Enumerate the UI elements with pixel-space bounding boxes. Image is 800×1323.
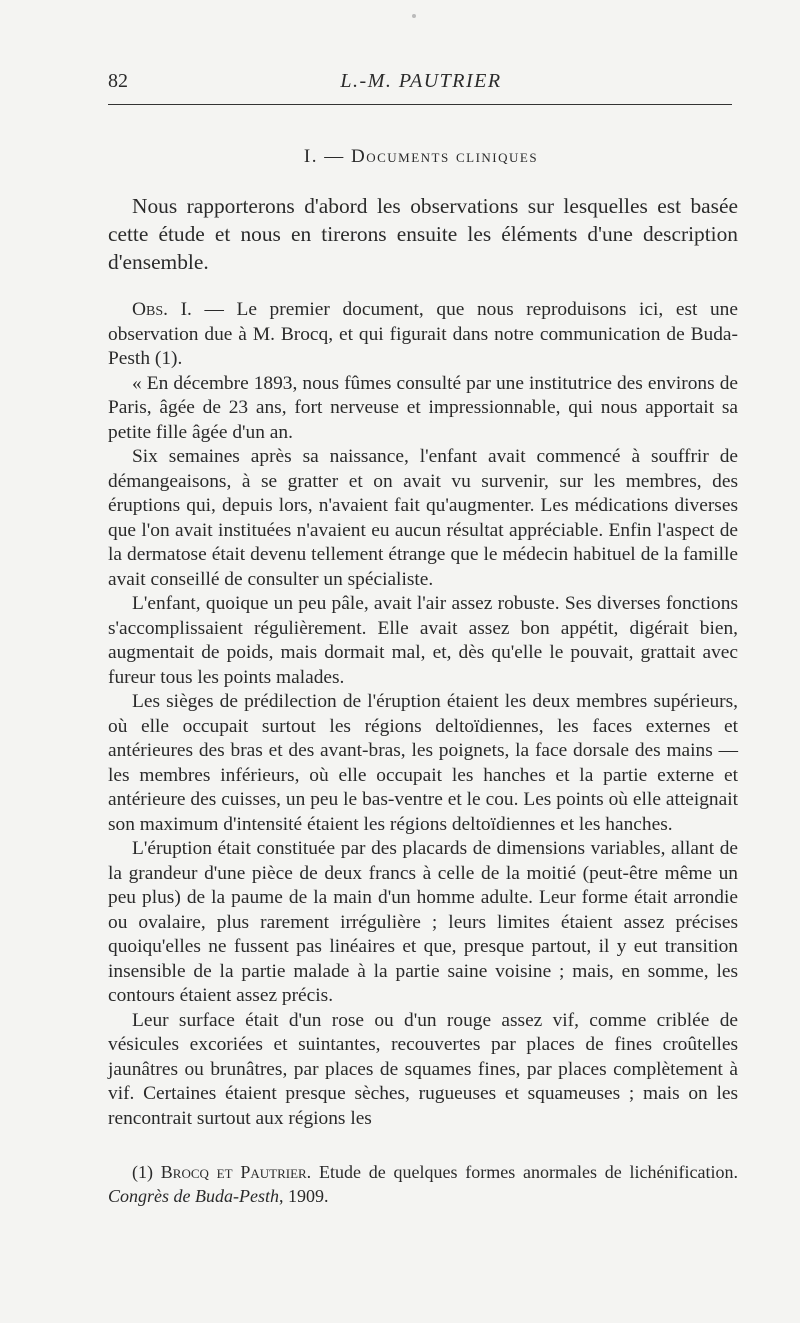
intro-paragraph <box>108 192 738 276</box>
footnote-authors: Brocq et Pautrier. <box>160 1162 312 1182</box>
observation-paragraph: L'enfant, quoique un peu pâle, avait l'air assez robuste. Ses diverses fonctions s'accomplissaient régulièrement. Elle avait assez bon appétit, digérait bien, augmentait de poids, mais dormait mal, et, dès qu'elle le pouvait, grattait avec fureur tous les points malades. <box>108 593 738 688</box>
observation-label: Obs. I. <box>132 299 192 320</box>
footnote-year: , 1909. <box>278 1186 329 1206</box>
intro-text: Nous rapporterons d'abord les observations sur lesquelles est basée cette étude et nous en tirerons ensuite les éléments d'une description d'ensemble. <box>108 194 738 274</box>
observation-block <box>108 298 738 1131</box>
page-speck <box>412 14 416 18</box>
section-heading: I. — Documents cliniques <box>303 146 539 167</box>
observation-lead-text: — Le premier document, que nous reproduisons ici, est une observation due à M. Brocq, et qui figurait dans notre communication de Buda-Pesth (1). <box>108 299 738 369</box>
running-title: L.-M. PAUTRIER <box>340 70 502 92</box>
footnote-text: Etude de quelques formes anormales de lichénification. <box>311 1162 738 1182</box>
observation-paragraph: Leur surface était d'un rose ou d'un rouge assez vif, comme criblée de vésicules excoriées et suintantes, recouvertes par places de fines croûtelles jaunâtres ou brunâtres, par places de squames fines, par places complètement à vif. Certaines étaient presque sèches, rugueuses et squameuses ; mais on les rencontrait surtout aux régions les <box>108 1009 738 1129</box>
footnote-marker: (1) <box>132 1162 153 1182</box>
observation-paragraph: Six semaines après sa naissance, l'enfant avait commencé à souffrir de démangeaisons, à se gratter et on avait vu survenir, sur les membres, des éruptions qui, depuis lors, n'avaient fait qu'augmenter. Les médications diverses que l'on avait instituées n'avaient eu aucun résultat appréciable. Enfin l'aspect de la dermatose était devenu tellement étrange que le médecin habituel de la famille avait conseillé de consulter un spécialiste. <box>108 446 738 590</box>
footnote <box>108 1160 738 1208</box>
footnote-venue: Congrès de Buda-Pesth <box>108 1186 279 1206</box>
page-number: 82 <box>108 70 128 92</box>
observation-paragraph: Les sièges de prédilection de l'éruption étaient les deux membres supérieurs, où elle occupait surtout les régions deltoïdiennes, les faces externes et antérieures des bras et des avant-bras, les poignets, la face dorsale des mains — les membres inférieurs, où elle occupait les hanches et la partie externe et antérieure des cuisses, un peu le bas-ventre et le cou. Les points où elle atteignait son maximum d'intensité étaient les régions deltoïdiennes et les hanches. <box>108 691 738 835</box>
observation-paragraph: « En décembre 1893, nous fûmes consulté par une institutrice des environs de Paris, âgée de 23 ans, fort nerveuse et impressionnable, qui nous apportait sa petite fille âgée d'un an. <box>108 372 738 443</box>
running-head <box>108 70 734 98</box>
header-rule <box>108 104 732 105</box>
observation-paragraph: L'éruption était constituée par des placards de dimensions variables, allant de la grandeur d'une pièce de deux francs à celle de la moitié (peut-être même un peu plus) de la paume de la main d'un homme adulte. Leur forme était arrondie ou ovalaire, plus rarement irrégulière ; leurs limites étaient assez précises quoiqu'elles ne fussent pas linéaires et que, presque partout, il y eut transition insensible de la partie malade à la partie saine voisine ; mais, en somme, les contours étaient assez précis. <box>108 838 738 1006</box>
observation-lead <box>108 298 738 372</box>
